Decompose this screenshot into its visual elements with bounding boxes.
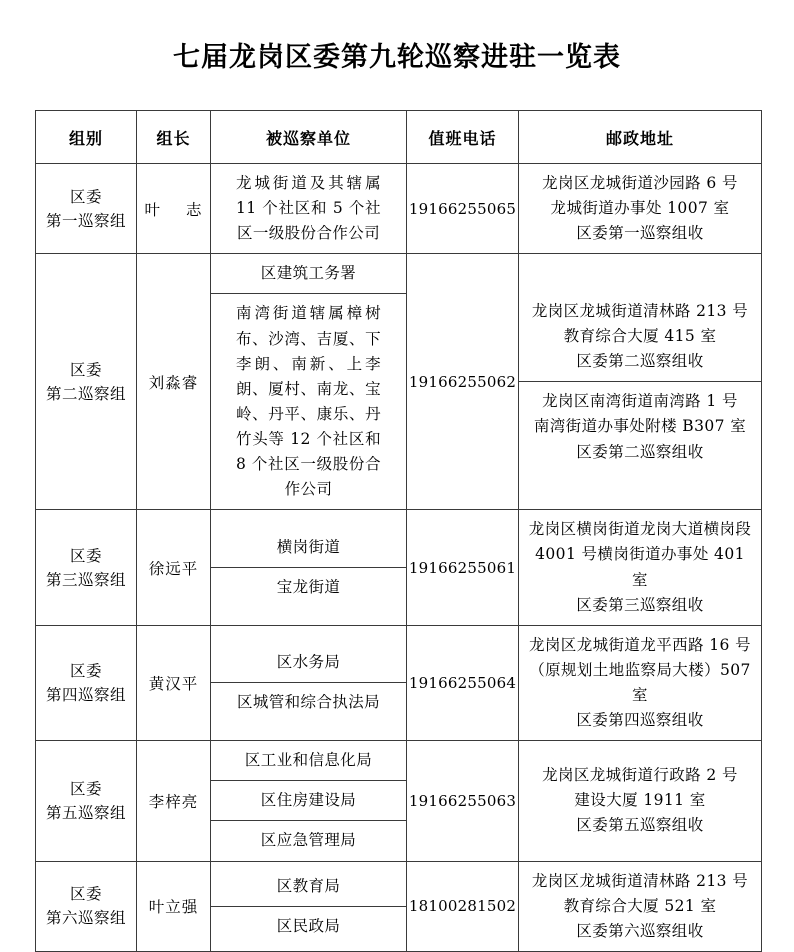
table-row [36,625,762,740]
unit-text: 区教育局 [276,876,341,895]
address-line-1: 龙岗区龙城街道清林路 213 号 [531,301,749,320]
leader-name: 徐远平 [148,559,199,578]
unit-list [211,254,406,509]
group-label-line1: 区委 [69,546,102,565]
address-row [519,862,761,951]
address-line-2: 教育综合大厦 521 室 [563,896,717,915]
unit-name [211,821,406,861]
inspection-table [35,110,762,952]
group-label-line1: 区委 [69,779,102,798]
address-line-1: 龙岗区龙城街道清林路 213 号 [531,871,749,890]
unit-text: 龙城街道及其辖属 11 个社区和 5 个社区一级股份合作公司 [236,174,381,243]
address-line-1: 龙岗区南湾街道南湾路 1 号 [542,392,738,411]
address-row [519,164,761,253]
phone-cell: 19166255062 [407,254,519,510]
table-row [36,510,762,625]
leader-name: 李梓亮 [148,792,199,811]
unit-text: 区民政局 [276,916,341,935]
leader-cell [137,625,211,740]
phone-cell: 18100281502 [407,861,519,951]
column-header-address: 邮政地址 [519,111,762,164]
group-label-line2: 第四巡察组 [45,685,126,704]
address-line-3: 区委第二巡察组收 [576,442,704,461]
address-cell [519,861,762,951]
group-label-line1: 区委 [69,187,102,206]
unit-cell [211,164,407,254]
unit-name [211,741,406,781]
unit-name [211,683,406,723]
address-line-2: 4001 号横岗街道办事处 401 室 [535,545,745,589]
table-row [36,164,762,254]
unit-row [211,568,406,608]
leader-name: 叶志 [144,200,203,219]
unit-name [211,568,406,608]
unit-text: 区建筑工务署 [260,264,357,283]
unit-text: 宝龙街道 [276,578,341,597]
address-line-1: 龙岗区龙城街道沙园路 6 号 [542,174,738,192]
address-line-2: 建设大厦 1911 室 [574,791,706,810]
unit-row [211,867,406,907]
unit-text: 区应急管理局 [260,831,357,850]
unit-name [211,643,406,683]
unit-cell [211,254,407,510]
address-line-2: （原规划土地监察局大楼）507 室 [529,660,751,704]
address-row [519,510,761,624]
group-label-line2: 第六巡察组 [45,909,126,928]
group-cell [36,861,137,951]
address-text [519,510,761,624]
phone-cell: 19166255063 [407,741,519,861]
group-label-line2: 第二巡察组 [45,384,126,403]
unit-name [211,254,406,294]
leader-cell [137,510,211,625]
address-text [519,164,761,253]
phone-cell: 19166255065 [407,164,519,254]
group-label-line2: 第一巡察组 [45,211,126,230]
address-line-2: 南湾街道办事处附楼 B307 室 [533,417,747,436]
address-text [519,862,761,951]
address-list [519,510,761,624]
phone-cell: 19166255064 [407,625,519,740]
leader-name: 黄汉平 [148,674,199,693]
table-body [36,164,762,952]
unit-text: 区水务局 [276,653,341,672]
address-cell [519,254,762,510]
unit-text: 区住房建设局 [260,791,357,810]
address-line-1: 龙岗区龙城街道龙平西路 16 号 [529,635,751,654]
address-list [519,164,761,253]
address-cell [519,164,762,254]
leader-cell [137,741,211,861]
address-list [519,292,761,472]
unit-list [211,164,406,253]
group-cell [36,254,137,510]
unit-row [211,528,406,568]
address-line-3: 区委第一巡察组收 [576,224,704,243]
unit-text: 横岗街道 [276,537,341,556]
unit-row [211,781,406,821]
phone-cell: 19166255061 [407,510,519,625]
address-text [519,756,761,845]
unit-name [211,294,406,509]
table-header [36,111,762,164]
unit-row [211,906,406,946]
group-label-line2: 第五巡察组 [45,803,126,822]
unit-name [211,164,406,253]
address-line-1: 龙岗区横岗街道龙岗大道横岗段 [528,520,752,539]
address-row [519,756,761,845]
address-line-3: 区委第五巡察组收 [576,816,704,835]
unit-row [211,294,406,509]
inspection-table-container [35,110,761,952]
leader-cell [137,164,211,254]
table-row [36,741,762,861]
address-list [519,626,761,740]
column-header-phone: 值班电话 [407,111,519,164]
unit-row [211,643,406,683]
column-header-group: 组别 [36,111,137,164]
address-line-2: 龙城街道办事处 1007 室 [550,199,730,218]
unit-row [211,821,406,861]
unit-name [211,906,406,946]
address-line-2: 教育综合大厦 415 室 [563,327,717,346]
unit-text: 区工业和信息化局 [244,751,373,770]
group-label-line1: 区委 [69,661,102,680]
unit-cell [211,741,407,861]
address-line-1: 龙岗区龙城街道行政路 2 号 [542,766,738,785]
unit-cell [211,510,407,625]
unit-row [211,683,406,723]
unit-name [211,867,406,907]
table-header-row [36,111,762,164]
unit-row [211,164,406,253]
table-row [36,861,762,951]
address-line-3: 区委第三巡察组收 [576,595,704,614]
address-text [519,626,761,740]
address-line-3: 区委第六巡察组收 [576,921,704,940]
unit-list [211,528,406,607]
group-cell [36,510,137,625]
unit-row [211,741,406,781]
leader-cell [137,861,211,951]
unit-list [211,741,406,860]
leader-name: 刘淼睿 [148,373,199,392]
address-line-3: 区委第二巡察组收 [576,352,704,371]
address-list [519,862,761,951]
unit-name [211,528,406,568]
group-label-line1: 区委 [69,360,102,379]
group-label-line2: 第三巡察组 [45,570,126,589]
table-row [36,254,762,510]
unit-list [211,867,406,946]
leader-name: 叶立强 [148,898,199,917]
column-header-unit: 被巡察单位 [211,111,407,164]
column-header-leader: 组长 [137,111,211,164]
unit-row [211,254,406,294]
address-row [519,292,761,382]
address-cell [519,741,762,861]
unit-cell [211,625,407,740]
address-text [519,292,761,382]
page-title: 七届龙岗区委第九轮巡察进驻一览表 [173,42,621,73]
unit-list [211,643,406,722]
leader-cell [137,254,211,510]
address-row [519,626,761,740]
address-line-3: 区委第四巡察组收 [576,711,704,730]
group-label-line1: 区委 [69,885,102,904]
unit-text: 区城管和综合执法局 [236,693,381,712]
unit-cell [211,861,407,951]
group-cell [36,164,137,254]
group-cell [36,625,137,740]
address-row [519,382,761,472]
address-text [519,382,761,472]
unit-text: 南湾街道辖属樟树布、沙湾、吉厦、下李朗、南新、上李朗、厦村、南龙、宝岭、丹平、康乐、丹竹头等 12 个社区和 8 个社区一级股份合作公司 [236,304,381,499]
address-cell [519,510,762,625]
group-cell [36,741,137,861]
address-cell [519,625,762,740]
unit-name [211,781,406,821]
address-list [519,756,761,845]
